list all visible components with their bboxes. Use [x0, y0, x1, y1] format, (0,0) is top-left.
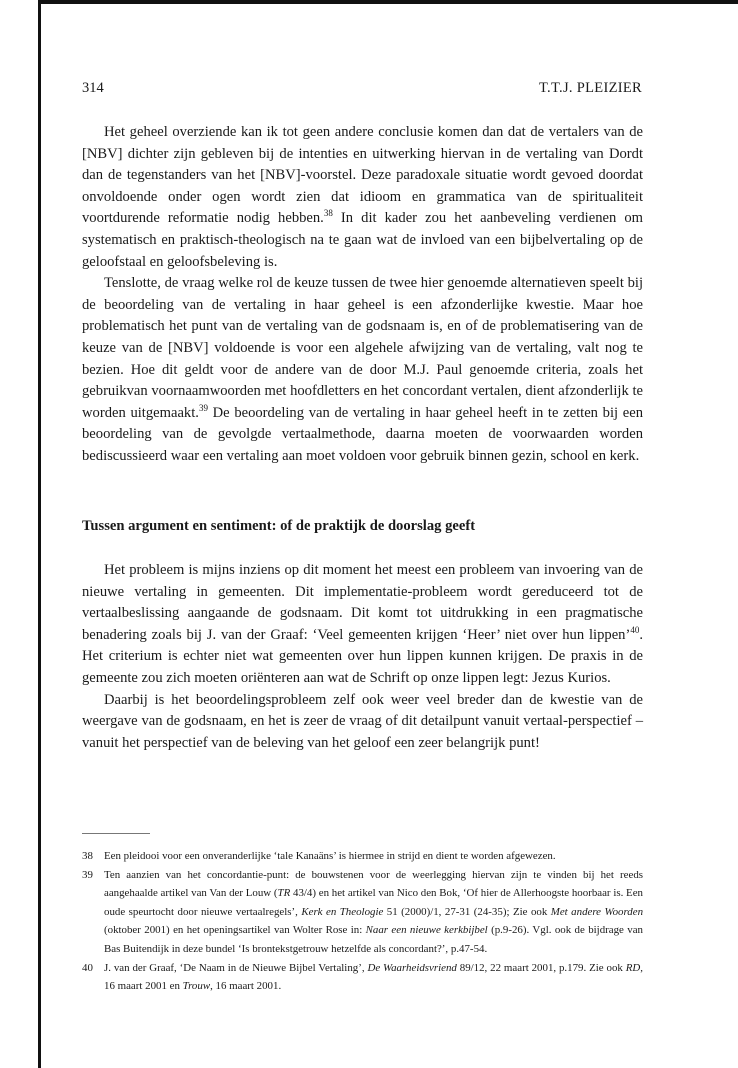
fn-text-part: (oktober 2001) en het openingsartikel van Wolter Rose in:	[104, 924, 366, 937]
footnote-number: 38	[82, 850, 93, 862]
paragraph-4: Daarbij is het beoordelingsprobleem zelf ook weer veel breder dan de kwestie van de weergave van de godsnaam, en het is zeer de vraag of dit detailpunt vanuit vertaal-perspectief – vanuit het perspectief van de beleving van het geloof een zeer belangrijk punt!	[82, 691, 643, 751]
fn-text-part: , 16 maart 2001 en	[104, 961, 643, 993]
citation-title: Naar een nieuwe kerkbijbel	[365, 924, 488, 937]
paragraph-3	[82, 560, 643, 690]
footnote-text	[104, 866, 643, 959]
footnote-ref-39: 39	[198, 402, 208, 413]
paragraph-text: Het geheel overziende kan ik tot geen andere conclusie komen dan dat de vertalers van de [NBV] dichter zijn gebleven bij de intenties en uitwerking hiervan in de vertaling van Dordt dan de tegenstanders van het [NBV]-voorstel. Deze paradoxale situatie wordt gevoed doordat onvoldoende onder ogen wordt zien dat idioom en grammatica van de spiritualiteit voortdurende reformatie nodig hebben.	[82, 124, 643, 227]
paragraph-text: De beoordeling van de vertaling in haar geheel heeft in te zetten bij een beoordeling van de gevolgde vertaalmethode, daarna moeten de voorwaarden worden bediscussieerd waar een vertaling aan moet voldoen voor gebruik binnen gezin, school en kerk.	[82, 404, 643, 464]
footnote-ref-38: 38	[323, 208, 333, 219]
footnote-separator	[82, 833, 150, 834]
footnotes	[82, 847, 643, 996]
footnote-38	[82, 847, 643, 866]
paragraph-1	[82, 122, 643, 273]
paragraph-text: In dit kader zou het aanbeveling verdienen om systematisch en praktisch-theologisch na te gaan wat de invloed van een bijbelvertaling op de geloofstaal en geloofsbeleving is.	[82, 210, 643, 270]
footnote-40	[82, 959, 643, 996]
citation-title: Kerk en Theologie	[301, 905, 384, 918]
citation-title: De Waarheidsvriend	[367, 961, 457, 974]
footnote-number: 40	[82, 961, 93, 974]
fn-text-part: (p.9-26). Vgl. ook de bijdrage van Bas Buitendijk in deze bundel ‘Is brontekstgetrouw hetzelfde als concordant?’, p.47-54.	[104, 924, 643, 955]
section-body-text	[82, 560, 643, 754]
page-number: 314	[82, 80, 104, 96]
citation-title: TR	[277, 887, 291, 900]
footnote-ref-40: 40	[630, 624, 640, 635]
footnote-text	[104, 959, 643, 996]
paragraph-text: Het probleem is mijns inziens op dit moment het meest een probleem van invoering van de nieuwe vertaling in gemeenten. Dit implementatie-probleem wordt gereduceerd tot de vertaalbeslissing aangaande de godsnaam. Dit komt tot uitdrukking in een pragmatische benadering zoals bij J. van der Graaf: ‘Veel gemeenten krijgen ‘Heer’ niet over hun lippen’	[82, 562, 643, 643]
citation-title: RD	[625, 961, 641, 974]
citation-title: Trouw	[182, 980, 211, 993]
fn-text-part: 51 (2000)/1, 27-31 (24-35); Zie ook	[383, 905, 551, 918]
fn-text-part: 89/12, 22 maart 2001, p.179. Zie ook	[456, 961, 626, 974]
section-heading: Tussen argument en sentiment: of de praktijk de doorslag geeft	[82, 518, 476, 534]
citation-title: Met andere Woorden	[550, 905, 644, 918]
footnote-text: Een pleidooi voor een onveranderlijke ‘tale Kanaäns’ is hiermee in strijd en dient te worden afgewezen.	[104, 850, 556, 862]
fn-text-part: 43/4) en het artikel van Nico den Bok, ‘Of hier de Allerhoogste hoorbaar is. Een oude speurtocht door nieuwe vertaalregels’,	[104, 887, 643, 918]
running-header	[82, 80, 642, 100]
paragraph-text: Tenslotte, de vraag welke rol de keuze tussen de twee hier genoemde alternatieven speelt bij de beoordeling van de vertaling in haar geheel is een afzonderlijke kwestie. Maar hoe problematisch het punt van de vertaling van de godsnaam is, en of de problematisering van de keuze van de [NBV] voldoende is voor een algehele afwijzing van de vertaling, valt nog te bezien. Hoe dit geldt voor de andere van de door M.J. Paul genoemde criteria, zoals het gebruikvan voornaamwoorden met hoofdletters en het concordant vertalen, dient afzonderlijk te worden uitgemaakt.	[82, 275, 643, 421]
scan-border-left	[38, 0, 41, 1068]
scan-border-top	[38, 0, 738, 4]
fn-text-part: J. van der Graaf, ‘De Naam in de Nieuwe Bijbel Vertaling’,	[104, 961, 368, 974]
paragraph-2	[82, 273, 643, 467]
footnote-39	[82, 866, 643, 959]
running-author: T.T.J. PLEIZIER	[538, 80, 642, 96]
fn-text-part: , 16 maart 2001.	[210, 980, 282, 993]
footnote-number: 39	[82, 868, 93, 881]
body-text	[82, 122, 643, 468]
fn-text-part: Ten aanzien van het concordantie-punt: de bouwstenen voor de weerlegging hiervan zijn te vinden bij het reeds aangehaalde artikel van Van der Louw (	[104, 868, 643, 900]
paragraph-text: . Het criterium is echter niet wat gemeenten over hun lippen kunnen krijgen. De praxis in de gemeente zou zich moeten oriënteren aan wat de Schrift op onze lippen legt: Jezus Kurios.	[82, 626, 643, 686]
